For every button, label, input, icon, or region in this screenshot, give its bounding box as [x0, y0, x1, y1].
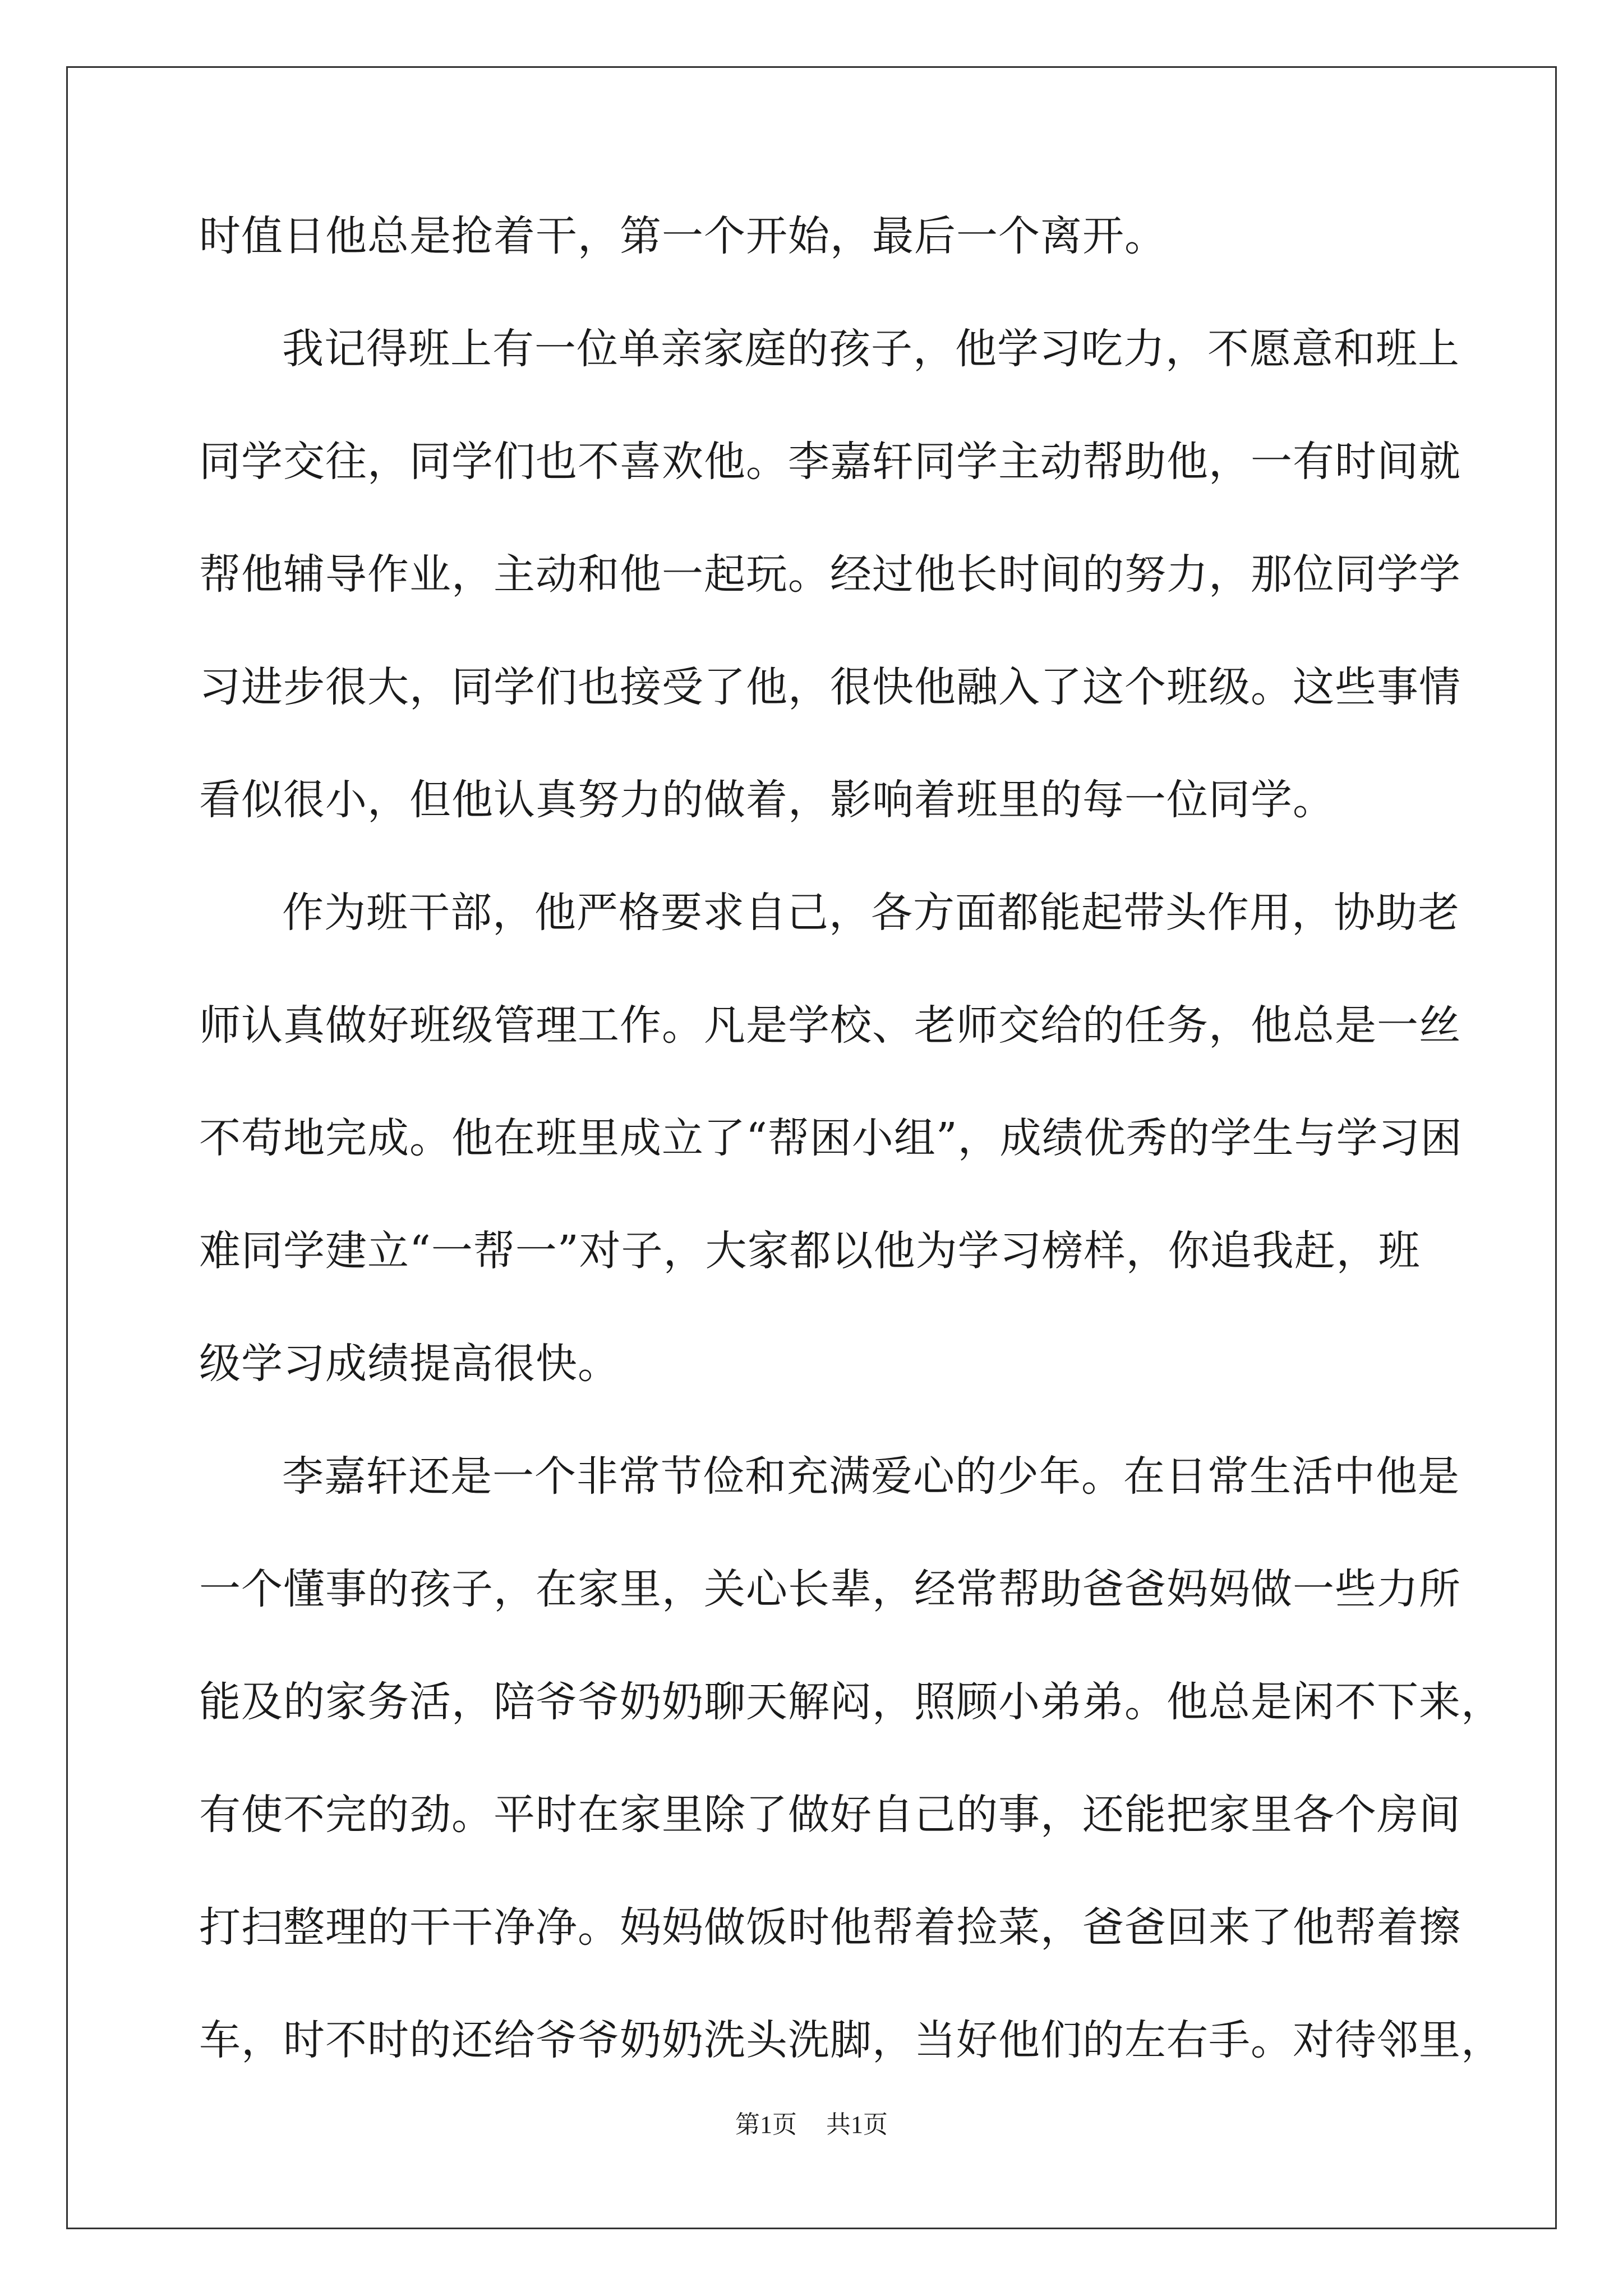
- paragraph-2-line-4: 习进步很大，同学们也接受了他，很快他融入了这个班级。这些事情: [199, 663, 1461, 711]
- paragraph-4-line-5: 打扫整理的干干净净。妈妈做饭时他帮着捡菜，爸爸回来了他帮着擦: [199, 1903, 1461, 1952]
- paragraph-2-line-2: 同学交往，同学们也不喜欢他。李嘉轩同学主动帮助他，一有时间就: [199, 438, 1461, 486]
- text-line-1: 时值日他总是抢着干，第一个开始，最后一个离开。: [199, 212, 1166, 260]
- document-body: [199, 209, 1503, 2125]
- paragraph-3-line-3: 不苟地完成。他在班里成立了“帮困小组”，成绩优秀的学生与学习困: [199, 1114, 1463, 1162]
- paragraph-4-line-2: 一个懂事的孩子，在家里，关心长辈，经常帮助爸爸妈妈做一些力所: [199, 1565, 1461, 1613]
- page-total: 共1页: [826, 2111, 888, 2138]
- paragraph-4-line-4: 有使不完的劲。平时在家里除了做好自己的事，还能把家里各个房间: [199, 1791, 1461, 1839]
- paragraph-3-line-4: 难同学建立“一帮一”对子，大家都以他为学习榜样，你追我赶，班: [199, 1227, 1421, 1275]
- paragraph-4-line-6: 车，时不时的还给爷爷奶奶洗头洗脚，当好他们的左右手。对待邻里，: [199, 2016, 1503, 2064]
- page-number: 第1页: [735, 2111, 797, 2138]
- paragraph-2-line-1: 我记得班上有一位单亲家庭的孩子，他学习吃力，不愿意和班上: [282, 325, 1460, 373]
- paragraph-3-line-1: 作为班干部，他严格要求自己，各方面都能起带头作用，协助老: [282, 889, 1460, 937]
- paragraph-4-line-1: 李嘉轩还是一个非常节俭和充满爱心的少年。在日常生活中他是: [282, 1452, 1460, 1501]
- paragraph-2-line-3: 帮他辅导作业，主动和他一起玩。经过他长时间的努力，那位同学学: [199, 550, 1461, 599]
- page-footer: [0, 2108, 1623, 2142]
- paragraph-4-line-3: 能及的家务活，陪爷爷奶奶聊天解闷，照顾小弟弟。他总是闲不下来，: [199, 1678, 1503, 1726]
- paragraph-3-line-2: 师认真做好班级管理工作。凡是学校、老师交给的任务，他总是一丝: [199, 1001, 1461, 1050]
- paragraph-3-line-5: 级学习成绩提高很快。: [199, 1340, 620, 1388]
- paragraph-2-line-5: 看似很小，但他认真努力的做着，影响着班里的每一位同学。: [199, 776, 1335, 824]
